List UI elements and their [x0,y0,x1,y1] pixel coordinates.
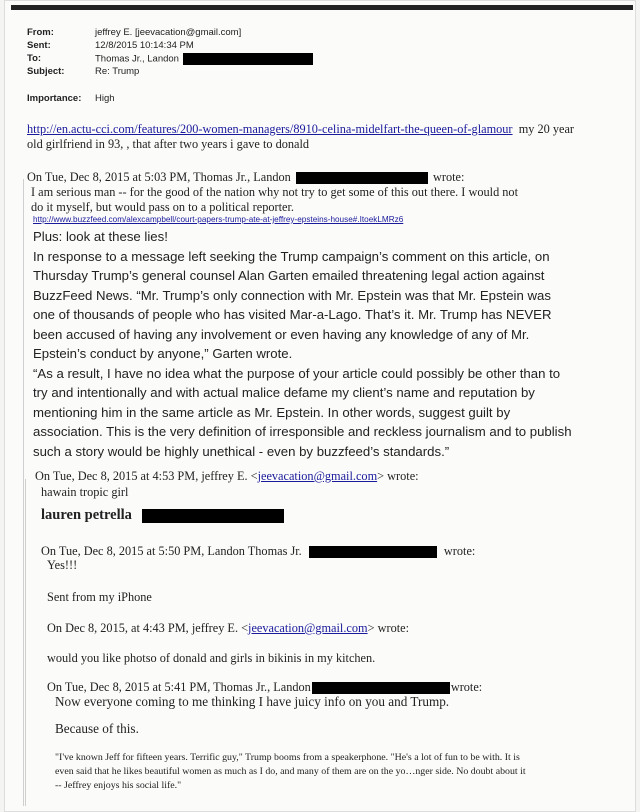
message1-text: my 20 year [518,122,575,136]
reply3-line1: Yes!!! [47,558,78,572]
reply4-attribution [47,621,409,636]
body-line: try and intentionally and with actual malice defame my client’s name and reputation by [33,385,535,400]
reply5-quote-line3: -- Jeffrey enjoys his social life." [55,780,182,791]
body-line: “As a result, I have no idea what the purpose of your article could possibly be other than to [33,365,561,381]
redaction-bar [296,172,428,184]
attribution-text: On Tue, Dec 8, 2015 at 5:03 PM, Thomas Jr., Landon [27,170,291,184]
message1-line1 [27,122,574,137]
quote-rule [23,179,24,806]
redaction-bar [309,546,437,558]
email-document [4,0,636,812]
from-value: jeffrey E. [jeevacation@gmail.com] [95,27,242,38]
attribution-text: On Dec 8, 2015, at 4:43 PM, jeffrey E. < [47,621,249,635]
buzzfeed-article-link[interactable]: http://www.buzzfeed.com/alexcampbell/court-papers-trump-ate-at-jeffrey-epsteins-house#.ItoekLMRz6 [33,215,404,224]
importance-label: Importance: [27,93,82,104]
body-line: one of thousands of people who has visited Mar-a-Lago. That’s it. Mr. Trump has NEVER [33,307,552,322]
reply3-line2: Sent from my iPhone [47,590,152,604]
attribution-text: On Tue, Dec 8, 2015 at 5:41 PM, Thomas Jr., Landon [47,680,311,694]
redaction-bar [142,509,284,523]
reply5-line1: Now everyone coming to me thinking I have juicy info on you and Trump. [55,694,450,709]
attribution-wrote: wrote: [450,680,483,694]
body-line: such a story would be highly unethical - even by buzzfeed’s standards.” [33,443,450,459]
body-line: association. This is the very definition of irresponsible and reckless journalism and to publish [33,424,572,439]
subject-label: Subject: [27,66,65,77]
attribution-text: On Tue, Dec 8, 2015 at 4:53 PM, jeffrey E. < [35,469,258,483]
to-label: To: [27,53,42,64]
body-line: mentioning him in the same article as Mr. Epstein. In other words, suggest guilt by [33,404,511,420]
body-line: Plus: look at these lies! [33,229,168,244]
reply1-line2: do it myself, but would pass on to a political reporter. [31,200,294,214]
email-link[interactable]: jeevacation@gmail.com [257,469,378,483]
body-line: Epstein’s conduct by anyone,” Garten wrote. [33,346,293,361]
body-line: BuzzFeed News. “Mr. Trump’s only connection with Mr. Epstein was that Mr. Epstein was [33,287,551,303]
email-header [27,27,627,107]
sent-label: Sent: [27,40,51,51]
celina-article-link[interactable]: http://en.actu-cci.com/features/200-women-managers/8910-celina-midelfart-the-queen-of-glamour [27,122,513,136]
email-link[interactable]: jeevacation@gmail.com [248,621,368,635]
bold-name: lauren petrella [41,507,132,523]
reply5-attribution [47,680,482,695]
attribution-wrote: wrote: [443,544,476,558]
message1-line2: old girlfriend in 93, , that after two years i gave to donald [27,137,310,151]
reply5-line2: Because of this. [55,721,139,736]
body-line: In response to a message left seeking the Trump campaign’s comment on this article, on [33,248,550,264]
reply1-line1: I am serious man -- for the good of the nation why not try to get some of this out there. I would not [31,185,518,199]
reply5-quote-line2: even said that he likes beautiful women as much as I do, and many of them are on the yo…nger side. No doubt about it [55,766,526,777]
redaction-bar [183,53,313,65]
top-border [11,5,633,10]
reply1-attribution [27,170,464,185]
attribution-wrote: wrote: [432,170,465,184]
to-value [95,53,313,65]
reply4-line1: would you like photso of donald and girls in bikinis in my kitchen. [47,651,376,665]
reply2-attribution [35,469,419,484]
quote-rule [25,479,26,806]
reply2-line1: hawain tropic girl [41,485,129,499]
redaction-bar [312,682,450,694]
attribution-text: On Tue, Dec 8, 2015 at 5:50 PM, Landon Thomas Jr. [41,544,302,558]
reply2-name [41,507,284,524]
to-name: Thomas Jr., Landon [95,53,179,65]
body-line: been accused of having any involvement or even having any knowledge of any of Mr. [33,326,530,342]
reply3-attribution [41,544,475,559]
body-line: Thursday Trump’s general counsel Alan Garten emailed threatening legal action against [33,268,545,283]
reply5-quote-line1: "I've known Jeff for fifteen years. Terrific guy," Trump booms from a speakerphone. "He's a lot of fun to be with. It is [55,752,520,763]
attribution-wrote: > wrote: [367,621,410,635]
sent-value: 12/8/2015 10:14:34 PM [95,40,194,51]
from-label: From: [27,27,54,38]
subject-value: Re: Trump [95,66,140,77]
importance-value: High [95,93,115,104]
attribution-wrote: > wrote: [377,469,419,483]
